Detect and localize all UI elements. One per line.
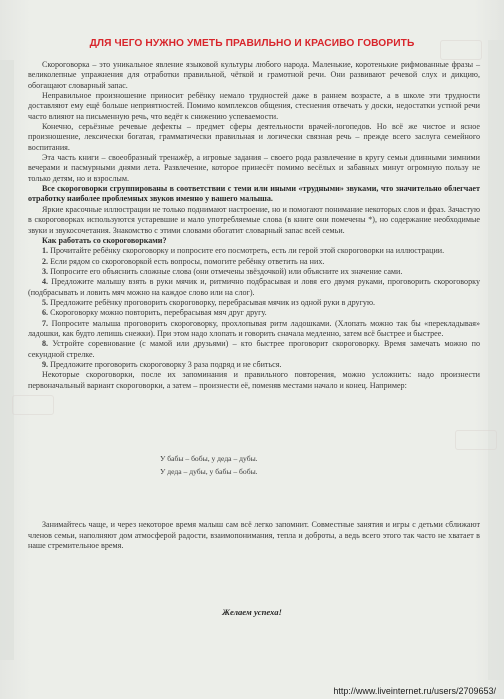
paragraph: Яркие красочные иллюстрации не только поднимают настроение, но и помогают понимание некоторых слов и фраз. Зачастую в скороговорках используются устаревшие и мало употребляемые слова (в книге они помечены *), но содержание необходимые звуки и звукосочетания. Знакомство с этими словами обогатит словарный запас всей семьи. (28, 204, 480, 235)
page-title: ДЛЯ ЧЕГО НУЖНО УМЕТЬ ПРАВИЛЬНО И КРАСИВО ГОВОРИТЬ (89, 38, 415, 49)
tongue-twister-example (160, 452, 360, 478)
step-text: Предложите ребёнку проговорить скороговорку, перебрасывая мячик из одной руки в другую. (50, 297, 376, 307)
step-item (28, 298, 480, 308)
step-text: Попросите малыша проговорить скороговорку, прохлопывая ритм ладошками. (Хлопать можно так бы «перекладывая» ладошки, как будто лепишь снежки). При этом надо хлопать и говорить сначала медленно, затем всё быстрее и быстрее. (28, 318, 480, 338)
closing-text (28, 520, 480, 552)
step-number: 5. (42, 297, 49, 307)
closing-wish: Желаем успеха! (222, 607, 282, 617)
step-item (28, 308, 480, 318)
step-number: 9. (42, 359, 49, 369)
paragraph: Скороговорка – это уникальное явление языковой культуры любого народа. Маленькие, коротенькие рифмованные фразы – великолепные упражнения для отработки правильной, чёткой и грамотной речи. Они развивают речевой слух и дикцию, обогащают словарный запас. (28, 60, 480, 90)
step-text: Прочитайте ребёнку скороговорку и попросите его посмотреть, есть ли герой этой скороговорки на иллюстрации. (50, 246, 445, 256)
step-number: 1. (42, 246, 49, 256)
step-text: Устройте соревнование (с мамой или друзьями) – кто быстрее проговорит скороговорку. Время замечать можно по секундной стрелке. (28, 339, 480, 359)
step-number: 8. (42, 339, 49, 349)
step-number: 3. (42, 266, 49, 276)
step-number: 2. (42, 256, 49, 266)
right-page-shadow (488, 40, 504, 680)
section-heading: Как работать со скороговорками? (42, 235, 167, 245)
bleed-through-mark (12, 395, 54, 415)
step-item (28, 339, 480, 360)
step-item (28, 277, 480, 298)
bold-paragraph: Все скороговорки сгруппированы в соответствии с теми или иными «трудными» звуками, что значительно облегчает отработку наиболее проблемных звуков именно у вашего малыша. (28, 184, 480, 204)
main-text (28, 60, 480, 391)
example-line: У деда – дубы, у бабы – бобы. (160, 467, 258, 476)
paragraph: Занимайтесь чаще, и через некоторое время малыш сам всё легко запомнит. Совместные занятия и игры с детьми сближают членов семьи, наполняют дом атмосферой радости, взаимопонимания, тепла и доброты, а ведь всего этого так часто не хватает в наше стремительное время. (28, 520, 480, 551)
paragraph: Конечно, серьёзные речевые дефекты – предмет сферы деятельности врачей-логопедов. Но всё же чистое и ясное произношение, лексически богатая, грамматически правильная и логически связная речь – прежде всего заслуга семейного воспитания. (28, 122, 480, 152)
step-item (28, 246, 480, 256)
step-text: Если рядом со скороговоркой есть вопросы, помогите ребёнку ответить на них. (50, 256, 325, 266)
source-url: http://www.liveinternet.ru/users/2709653/ (333, 686, 496, 696)
step-number: 7. (42, 318, 49, 328)
step-number: 4. (42, 277, 49, 287)
step-text: Скороговорку можно повторить, перебрасывая мяч друг другу. (50, 308, 267, 318)
step-item (28, 360, 480, 370)
paragraph: Некоторые скороговорки, после их запоминания и правильного повторения, можно усложнить: надо произнести первоначальный вариант скороговорки, а затем – произнести её, поменяв местами начало и конец. Например: (28, 370, 480, 390)
step-number: 6. (42, 308, 49, 318)
step-text: Попросите его объяснить сложные слова (они отмечены звёздочкой) или объясните их значение сами. (50, 266, 403, 276)
step-item (28, 267, 480, 277)
step-text: Предложите малышу взять в руки мячик и, ритмично подбрасывая и ловя его двумя руками, проговорить скороговорку (подбрасывать и ловить мяч можно на каждое слово или на слог). (28, 277, 480, 297)
example-line: У бабы – бобы, у деда – дубы. (160, 454, 258, 463)
bleed-through-mark (455, 430, 497, 450)
paragraph: Неправильное произношение приносит ребёнку немало трудностей даже в раннем возрасте, а в школе эти трудности доставляют ему ещё больше неприятностей. Помимо комплексов общения, стеснения отвечать у доски, недостатки устной речи часто влияют на письменную речь, что ведёт к снижению успеваемости. (28, 91, 480, 121)
step-item (28, 319, 480, 340)
left-page-shadow (0, 60, 14, 660)
step-item (28, 257, 480, 267)
paragraph: Эта часть книги – своеобразный тренажёр, а игровые задания – своего рода развлечение в кругу семьи длинными зимними вечерами и пасмурными днями лета. Развлечение, которое принесёт помимо весёлых и забавных минут огромную пользу не только детям, но и взрослым. (28, 153, 480, 183)
step-text: Предложите проговорить скороговорку 3 раза подряд и не сбиться. (50, 359, 282, 369)
